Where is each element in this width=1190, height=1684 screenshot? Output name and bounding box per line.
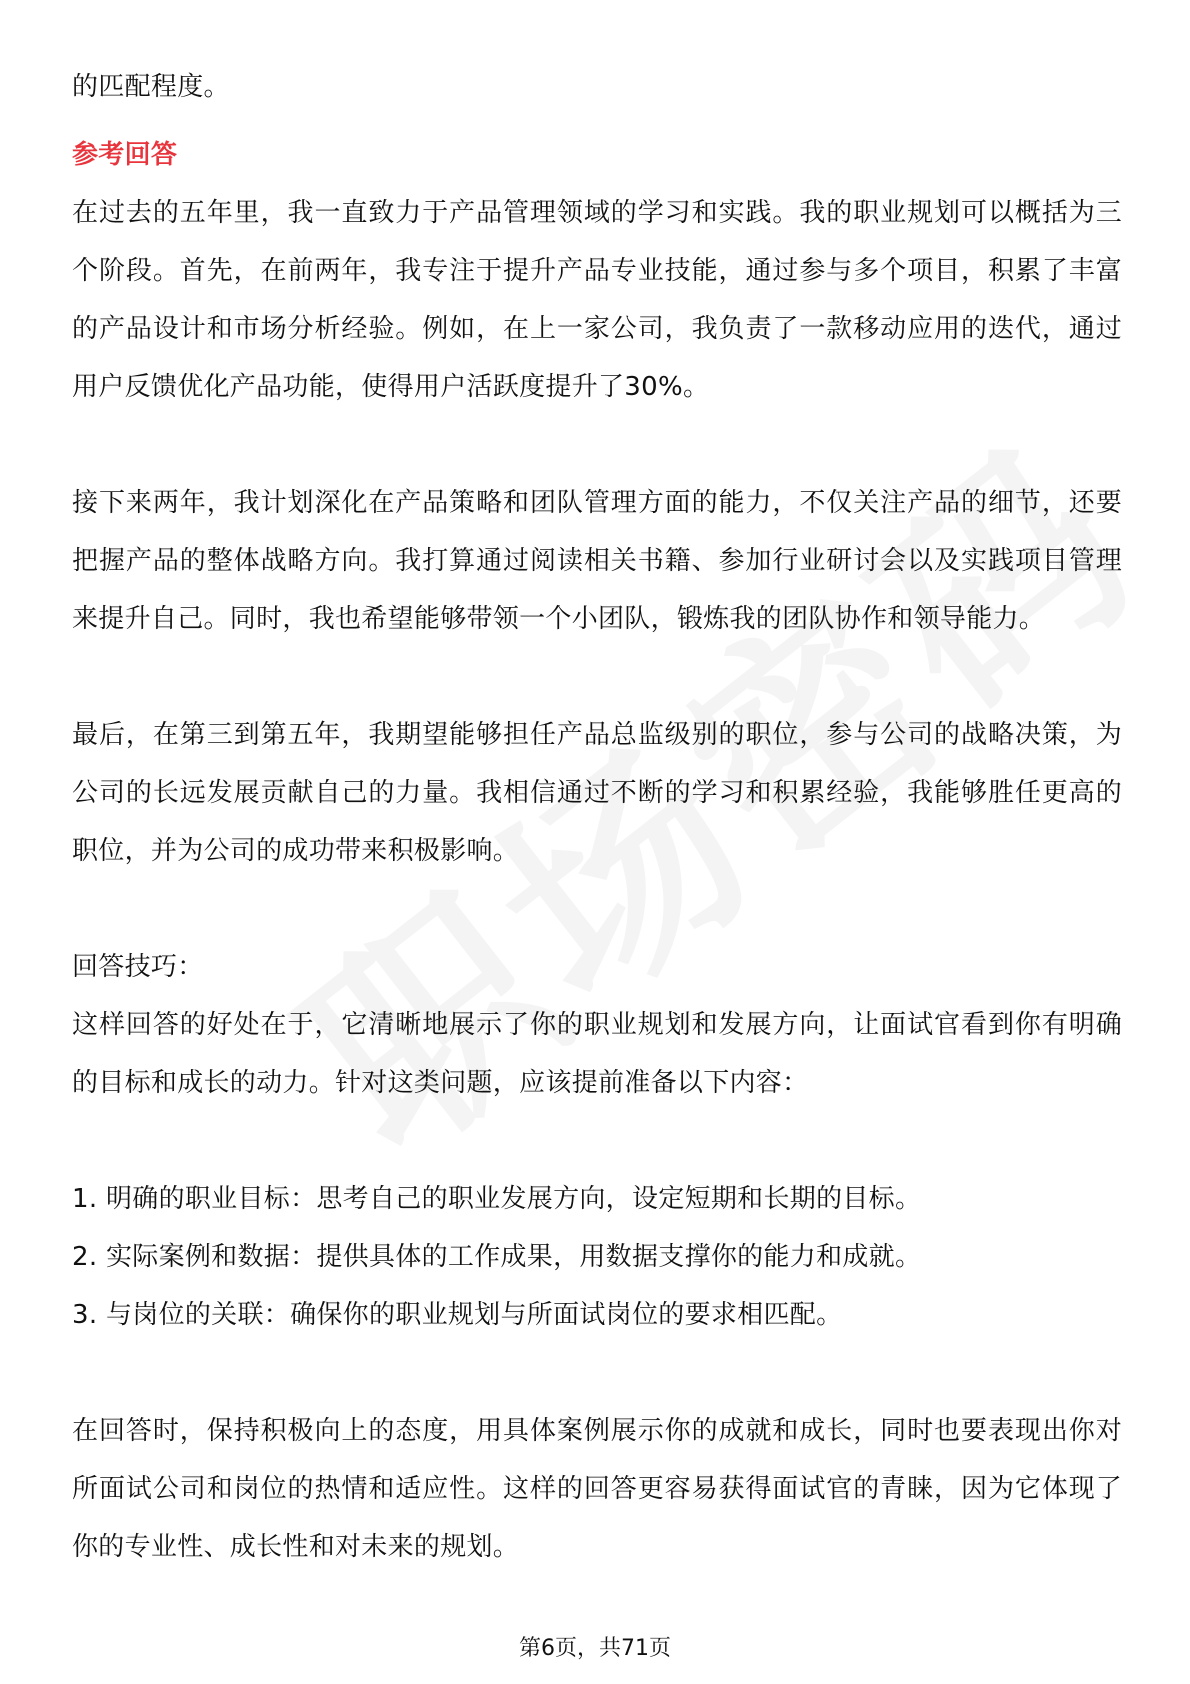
tips-heading: 回答技巧： (72, 952, 204, 982)
answer-heading: 参考回答 (72, 140, 178, 170)
paragraph-gap (72, 648, 1122, 706)
tips-list-item-1: 1. 明确的职业目标：思考自己的职业发展方向，设定短期和长期的目标。 (72, 1184, 922, 1214)
tips-list-item-3: 3. 与岗位的关联：确保你的职业规划与所面试岗位的要求相匹配。 (72, 1300, 843, 1330)
paragraph-gap (72, 416, 1122, 474)
paragraph-gap (72, 1344, 1122, 1402)
answer-paragraph-2: 接下来两年，我计划深化在产品策略和团队管理方面的能力，不仅关注产品的细节，还要把握产品的整体战略方向。我打算通过阅读相关书籍、参加行业研讨会以及实践项目管理来提升自己。同时，我也希望能够带领一个小团队，锻炼我的团队协作和领导能力。 (72, 488, 1122, 634)
tips-list-item-2: 2. 实际案例和数据：提供具体的工作成果，用数据支撑你的能力和成就。 (72, 1242, 922, 1272)
document-body (72, 58, 1122, 1576)
intro-tail-text: 的匹配程度。 (72, 72, 230, 102)
tips-intro: 这样回答的好处在于，它清晰地展示了你的职业规划和发展方向，让面试官看到你有明确的目标和成长的动力。针对这类问题，应该提前准备以下内容： (72, 1010, 1122, 1098)
closing-paragraph: 在回答时，保持积极向上的态度，用具体案例展示你的成就和成长，同时也要表现出你对所面试公司和岗位的热情和适应性。这样的回答更容易获得面试官的青睐，因为它体现了你的专业性、成长性和对未来的规划。 (72, 1416, 1122, 1562)
paragraph-gap (72, 880, 1122, 938)
page-number-footer: 第6页，共71页 (519, 1636, 671, 1661)
paragraph-gap (72, 1112, 1122, 1170)
answer-paragraph-1: 在过去的五年里，我一直致力于产品管理领域的学习和实践。我的职业规划可以概括为三个阶段。首先，在前两年，我专注于提升产品专业技能，通过参与多个项目，积累了丰富的产品设计和市场分析经验。例如，在上一家公司，我负责了一款移动应用的迭代，通过用户反馈优化产品功能，使得用户活跃度提升了30%。 (72, 198, 1122, 402)
answer-paragraph-3: 最后，在第三到第五年，我期望能够担任产品总监级别的职位，参与公司的战略决策，为公司的长远发展贡献自己的力量。我相信通过不断的学习和积累经验，我能够胜任更高的职位，并为公司的成功带来积极影响。 (72, 720, 1122, 866)
